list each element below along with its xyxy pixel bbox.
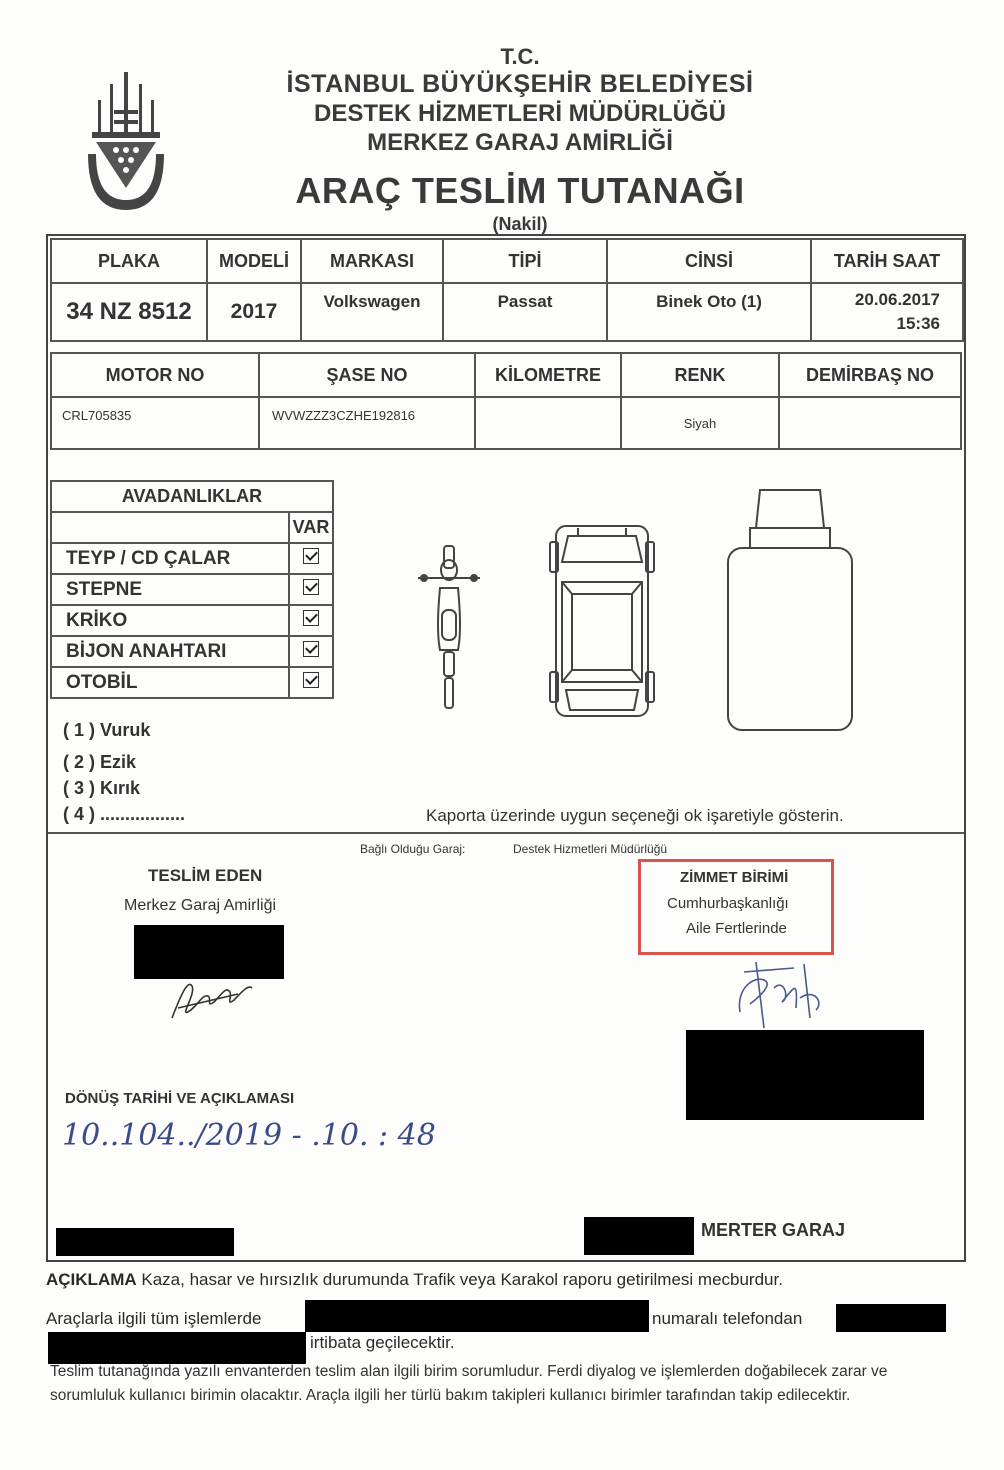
return-label: DÖNÜŞ TARİHİ VE AÇIKLAMASI	[65, 1090, 295, 1107]
redaction-box	[305, 1300, 649, 1332]
redaction-box	[686, 1030, 924, 1120]
checkbox-checked-icon[interactable]	[303, 641, 319, 657]
section-divider	[48, 832, 964, 834]
details-table	[50, 352, 962, 450]
model-value: 2017	[207, 283, 301, 341]
deliverer-name: Merkez Garaj Amirliği	[124, 897, 277, 914]
checkbox-checked-icon[interactable]	[303, 579, 319, 595]
equipment-table	[50, 480, 334, 699]
signature-assignee	[734, 958, 830, 1032]
legend-crush: ( 2 ) Ezik	[63, 752, 137, 772]
header-type: TİPİ	[443, 239, 607, 283]
color-value: Siyah	[621, 397, 779, 449]
assignee-line1: Cumhurbaşkanlığı	[667, 895, 789, 912]
notes-label: AÇIKLAMA	[46, 1270, 137, 1289]
plate-value: 34 NZ 8512	[51, 283, 207, 341]
header-km: KİLOMETRE	[475, 353, 621, 397]
notes-line	[46, 1270, 783, 1290]
header-color: RENK	[621, 353, 779, 397]
document-subtitle: (Nakil)	[492, 214, 548, 234]
header-unit: MERKEZ GARAJ AMİRLİĞİ	[367, 129, 673, 156]
header-directorate: DESTEK HİZMETLERİ MÜDÜRLÜĞÜ	[314, 100, 726, 127]
redaction-box	[584, 1217, 694, 1255]
header-motor-no: MOTOR NO	[51, 353, 259, 397]
checkbox-checked-icon[interactable]	[303, 548, 319, 564]
type-value: Passat	[443, 283, 607, 341]
date-time-value	[811, 283, 963, 341]
contact-a: Araçlarla ilgili tüm işlemlerde	[46, 1309, 262, 1328]
legend-other: ( 4 ) .................	[63, 804, 186, 824]
inventory-no-value	[779, 397, 961, 449]
header-category: CİNSİ	[607, 239, 811, 283]
bodywork-instruction: Kaporta üzerinde uygun seçeneği ok işaretiyle gösterin.	[426, 806, 844, 825]
category-value: Binek Oto (1)	[607, 283, 811, 341]
contact-c: irtibata geçilecektir.	[310, 1333, 455, 1352]
header-municipality: İSTANBUL BÜYÜKŞEHİR BELEDİYESİ	[286, 70, 754, 98]
equipment-title: AVADANLIKLAR	[51, 481, 333, 512]
garage-label: Bağlı Olduğu Garaj:	[360, 842, 466, 856]
redaction-box	[56, 1228, 234, 1256]
km-value	[475, 397, 621, 449]
legend-dent: ( 1 ) Vuruk	[63, 720, 151, 740]
header-brand: MARKASI	[301, 239, 443, 283]
garage-footer: MERTER GARAJ	[701, 1220, 846, 1240]
deliverer-title: TESLİM EDEN	[148, 866, 263, 885]
equipment-item: BİJON ANAHTARI	[51, 636, 289, 667]
checkbox-checked-icon[interactable]	[303, 672, 319, 688]
header-plate: PLAKA	[51, 239, 207, 283]
brand-value: Volkswagen	[301, 283, 443, 341]
motor-no-value: CRL705835	[51, 397, 259, 449]
equipment-item: STEPNE	[51, 574, 289, 605]
header-inventory-no: DEMİRBAŞ NO	[779, 353, 961, 397]
header-chassis-no: ŞASE NO	[259, 353, 475, 397]
redaction-box	[836, 1304, 946, 1332]
fine-print: Teslim tutanağında yazılı envanterden teslim alan ilgili birim sorumludur. Ferdi diyalog ve işlemlerden doğabilecek zarar ve sorumluluk kullanıcı birimin olacaktır. Araçla ilgili her türlü bakım takipleri kullanıcı birimler tarafından takip edilecektir.	[50, 1363, 888, 1404]
time-value: 15:36	[896, 314, 940, 333]
chassis-no-value: WVWZZZ3CZHE192816	[259, 397, 475, 449]
redaction-box	[134, 925, 284, 979]
return-handwritten: 10..104../2019 - .10. : 48	[62, 1118, 436, 1153]
header-tc: T.C.	[500, 44, 540, 69]
notes-text: Kaza, hasar ve hırsızlık durumunda Trafik veya Karakol raporu getirilmesi mecburdur.	[141, 1270, 783, 1289]
equipment-item: KRİKO	[51, 605, 289, 636]
equipment-item: OTOBİL	[51, 667, 289, 698]
legend-broken: ( 3 ) Kırık	[63, 778, 141, 798]
checkbox-checked-icon[interactable]	[303, 610, 319, 626]
motorcycle-diagram-icon[interactable]	[414, 540, 484, 712]
equipment-col-var: VAR	[289, 512, 333, 543]
car-diagram-icon[interactable]	[548, 522, 656, 720]
equipment-item: TEYP / CD ÇALAR	[51, 543, 289, 574]
garage-value: Destek Hizmetleri Müdürlüğü	[513, 842, 668, 856]
assignee-line2: Aile Fertlerinde	[686, 920, 787, 937]
header-date-time: TARİH SAAT	[811, 239, 963, 283]
header-model: MODELİ	[207, 239, 301, 283]
contact-b: numaralı telefondan	[652, 1309, 803, 1328]
vehicle-table	[50, 238, 964, 342]
assignee-title: ZİMMET BİRİMİ	[680, 869, 789, 886]
date-value: 20.06.2017	[854, 290, 940, 309]
document-title: ARAÇ TESLİM TUTANAĞI	[295, 170, 745, 211]
signature-deliverer	[168, 972, 258, 1024]
ibb-logo	[86, 70, 166, 216]
truck-diagram-icon[interactable]	[724, 486, 856, 734]
